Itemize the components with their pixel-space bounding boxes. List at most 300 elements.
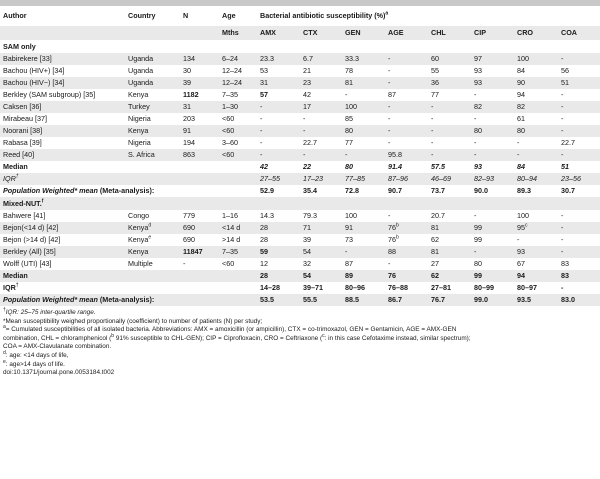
cell-value (471, 246, 514, 258)
cell-n: 863 (180, 149, 219, 161)
cell-text: Babirekere [33] (3, 54, 52, 64)
summary-value: 22 (303, 162, 311, 172)
cell-value (385, 258, 428, 270)
cell-value (471, 65, 514, 77)
footnote-a-line1: $^a$= Cumulated susceptibilities of all isolated bacteria. Abbreviations: AMX = amoxicillin (or ampicillin), CTX = co-trimoxazol, GEN = Gentamicin, AGE = AMX-GEN (3, 324, 457, 334)
summary-label (0, 282, 257, 294)
cell-author (0, 53, 125, 65)
cell-value (514, 113, 558, 125)
summary-value: 93 (474, 162, 482, 172)
summary-value: - (561, 283, 564, 293)
cell-value (342, 113, 385, 125)
cell-value (428, 149, 471, 161)
summary-label (0, 185, 257, 197)
cell-value (257, 246, 300, 258)
cell-n: 31 (180, 101, 219, 113)
cell-text: 80 (517, 126, 525, 136)
cell-text: 93 (474, 78, 482, 88)
cell-value (257, 113, 300, 125)
cell-value (514, 210, 558, 222)
cell-text: 99 (474, 223, 482, 233)
summary-value: 87–96 (385, 173, 428, 185)
cell-text: 76 (388, 235, 396, 245)
cell-text: - (345, 90, 348, 100)
footnote-e: $^e$: age>14 days of life. (3, 358, 65, 368)
cell-author (0, 137, 125, 149)
cell-text: 33.3 (345, 54, 359, 64)
cell-country (125, 137, 180, 149)
cell-value (385, 246, 428, 258)
cell-value (257, 125, 300, 137)
cell-text: - (388, 102, 391, 112)
cell-author (0, 149, 125, 161)
cell-text: 76 (388, 223, 396, 233)
cell-value (385, 125, 428, 137)
cell-text: Wolff (UTI) [43] (3, 259, 52, 269)
cell-value (257, 65, 300, 77)
cell-value (342, 222, 385, 234)
cell-text: Rabasa [39] (3, 138, 42, 148)
cell-value (558, 77, 600, 89)
superscript: e (148, 235, 152, 241)
summary-row (0, 270, 600, 282)
cell-age: <60 (222, 259, 235, 269)
summary-value: 23–56 (558, 173, 600, 185)
header-drug: AMX (257, 26, 300, 40)
cell-text: - (260, 138, 263, 148)
cell-n: 690 (180, 222, 219, 234)
cell-value (514, 258, 558, 270)
cell-text: (Meta-analysis): (97, 295, 155, 305)
cell-n: 39 (180, 77, 219, 89)
cell-text: Berkley (All) [35] (3, 247, 56, 257)
cell-age: 7–35 (219, 246, 257, 258)
summary-value: 94 (514, 270, 558, 282)
cell-text: - (345, 247, 348, 257)
subheader-row (0, 26, 600, 40)
header-mths: Mths (219, 26, 257, 40)
cell-text: Bejon(<14 d) [42] (3, 223, 59, 233)
cell-value (471, 113, 514, 125)
cell-value (257, 137, 300, 149)
cell-value (428, 77, 471, 89)
superscript: f (41, 198, 44, 205)
cell-text: 53 (260, 66, 268, 76)
cell-text: - (388, 66, 391, 76)
cell-value (385, 101, 428, 113)
cell-text: - (561, 102, 564, 112)
cell-text: 84 (517, 66, 525, 76)
cell-text: Kenya (128, 247, 149, 257)
cell-text: - (517, 138, 520, 148)
cell-text: - (561, 211, 564, 221)
summary-value: 54 (300, 270, 342, 282)
cell-age: <60 (222, 114, 235, 124)
summary-value: 89 (342, 270, 385, 282)
cell-text: - (561, 126, 564, 136)
footnote-iqr: †IQR: 25–75 inter-quartile range. (3, 306, 96, 316)
cell-text: Population Weighted* mean (3, 186, 98, 196)
cell-text: - (561, 223, 564, 233)
cell-value (428, 234, 471, 246)
cell-text: Uganda (128, 54, 154, 64)
cell-text: 99 (474, 235, 482, 245)
cell-value (342, 137, 385, 149)
summary-value: 88.5 (342, 294, 385, 306)
summary-row (0, 161, 600, 173)
cell-text: 56 (561, 66, 569, 76)
cell-value (300, 101, 342, 113)
cell-value (342, 258, 385, 270)
summary-value: 77–85 (342, 173, 385, 185)
cell-value (471, 53, 514, 65)
cell-value (471, 101, 514, 113)
cell-text: IQR (3, 283, 16, 293)
summary-value: 93.5 (514, 294, 558, 306)
cell-text: Nigeria (128, 114, 151, 124)
cell-value (428, 89, 471, 101)
cell-value (385, 53, 428, 65)
summary-value: 42 (260, 162, 268, 172)
cell-text: 55 (431, 66, 439, 76)
cell-country (125, 53, 180, 65)
header-drug: CHL (428, 26, 471, 40)
cell-text: 100 (517, 54, 529, 64)
cell-value (385, 210, 428, 222)
cell-text: - (388, 54, 391, 64)
header-susceptibility (257, 6, 600, 26)
cell-text: - (388, 138, 391, 148)
summary-value: 91.4 (388, 162, 402, 172)
table-row (0, 246, 600, 258)
cell-value (471, 258, 514, 270)
cell-value (385, 234, 428, 246)
superscript: b (396, 223, 399, 229)
cell-value (300, 258, 342, 270)
cell-country (125, 210, 180, 222)
cell-text: - (517, 235, 520, 245)
cell-value (300, 89, 342, 101)
cell-text: 32 (303, 259, 311, 269)
cell-value (428, 113, 471, 125)
cell-text: 42 (303, 90, 311, 100)
cell-country (125, 258, 180, 270)
cell-text: 88 (388, 247, 396, 257)
cell-author (0, 113, 125, 125)
cell-text: 95 (517, 223, 525, 233)
cell-text: Nigeria (128, 138, 151, 148)
cell-text: Bacterial antibiotic susceptibility (%) (260, 11, 386, 21)
header-drug: COA (558, 26, 600, 40)
cell-value (471, 234, 514, 246)
cell-text: 82 (474, 102, 482, 112)
cell-text: 85 (345, 114, 353, 124)
cell-value (385, 137, 428, 149)
summary-value: 76 (385, 270, 428, 282)
cell-value (342, 246, 385, 258)
cell-text: 57 (260, 90, 268, 100)
cell-text: - (561, 114, 564, 124)
cell-text: 73 (345, 235, 353, 245)
cell-value (514, 125, 558, 137)
cell-text: 51 (561, 78, 569, 88)
footnote-d: $^d$: age: <14 days of life, (3, 349, 69, 359)
summary-value: 83.0 (558, 294, 600, 306)
cell-value (300, 53, 342, 65)
cell-value (514, 234, 558, 246)
cell-text: Caksen [36] (3, 102, 42, 112)
header-n: N (183, 11, 189, 21)
cell-age: 1–16 (222, 211, 238, 221)
cell-text: Uganda (128, 78, 154, 88)
summary-value: 53.5 (257, 294, 300, 306)
cell-value (300, 137, 342, 149)
cell-n: 779 (183, 211, 195, 221)
cell-text: 59 (260, 247, 268, 257)
cell-n: - (183, 259, 186, 269)
cell-value (385, 113, 428, 125)
cell-value (558, 53, 600, 65)
table-row (0, 210, 600, 222)
summary-value: 28 (257, 270, 300, 282)
cell-value (471, 137, 514, 149)
cell-value (558, 89, 600, 101)
cell-text: - (517, 150, 520, 160)
cell-country (125, 101, 180, 113)
section-title (0, 197, 600, 210)
cell-text: Uganda (128, 66, 154, 76)
cell-value (558, 210, 600, 222)
cell-text: 22.7 (561, 138, 575, 148)
cell-author (0, 210, 125, 222)
cell-value (385, 222, 428, 234)
superscript: † (15, 174, 19, 180)
cell-text: 95.8 (388, 150, 402, 160)
cell-text: (Meta-analysis): (97, 186, 155, 196)
cell-value (342, 77, 385, 89)
header-author: Author (3, 11, 27, 21)
section-title (0, 40, 600, 53)
header-empty (0, 26, 125, 40)
cell-text: 80 (474, 126, 482, 136)
cell-n: 194 (183, 138, 195, 148)
cell-age: 1–30 (219, 101, 257, 113)
summary-value: 27–81 (431, 283, 451, 293)
summary-value: 72.8 (345, 186, 359, 196)
cell-text: Noorani [38] (3, 126, 43, 136)
cell-text: - (431, 138, 434, 148)
summary-value: 80–94 (514, 173, 558, 185)
cell-value (300, 77, 342, 89)
cell-value (300, 222, 342, 234)
summary-value: 83 (558, 270, 600, 282)
cell-age: 6–24 (219, 53, 257, 65)
cell-text: 100 (517, 211, 529, 221)
cell-value (514, 246, 558, 258)
summary-label (0, 294, 257, 306)
cell-country (125, 125, 180, 137)
cell-text: 17 (303, 102, 311, 112)
cell-text: - (388, 211, 391, 221)
cell-text: Median (3, 271, 28, 281)
cell-value (342, 234, 385, 246)
cell-text: 14.3 (260, 211, 274, 221)
table-row (0, 222, 600, 234)
cell-value (342, 101, 385, 113)
cell-text: Congo (128, 211, 150, 221)
cell-text: 60 (431, 54, 439, 64)
cell-country (125, 149, 180, 161)
summary-value: 52.9 (260, 186, 274, 196)
cell-value (514, 65, 558, 77)
cell-text: 28 (260, 223, 268, 233)
cell-value (428, 246, 471, 258)
cell-text: - (474, 211, 477, 221)
cell-text: - (431, 114, 434, 124)
cell-value (385, 89, 428, 101)
cell-text: 94 (517, 90, 525, 100)
cell-value (300, 234, 342, 246)
header-drug: CIP (471, 26, 514, 40)
cell-value (385, 65, 428, 77)
summary-value: 90.7 (388, 186, 402, 196)
cell-text: 77 (345, 138, 353, 148)
cell-text: - (431, 102, 434, 112)
cell-text: 87 (388, 90, 396, 100)
cell-text: - (260, 102, 263, 112)
summary-value: 86.7 (385, 294, 428, 306)
cell-value (342, 125, 385, 137)
summary-value: 73.7 (431, 186, 445, 196)
summary-value: 80–99 (474, 283, 494, 293)
cell-value (514, 149, 558, 161)
cell-value (300, 210, 342, 222)
cell-text: Bejon (>14 d) [42] (3, 235, 61, 245)
cell-value (300, 113, 342, 125)
cell-author (0, 246, 125, 258)
cell-value (342, 210, 385, 222)
summary-value: 51 (561, 162, 569, 172)
cell-value (558, 258, 600, 270)
cell-text: - (303, 150, 306, 160)
header-drug: GEN (342, 26, 385, 40)
cell-country (125, 222, 180, 234)
cell-text: Median (3, 162, 28, 172)
cell-n: 11847 (180, 246, 219, 258)
cell-value (471, 210, 514, 222)
summary-label (0, 270, 257, 282)
cell-text: 93 (517, 247, 525, 257)
cell-text: 87 (345, 259, 353, 269)
cell-text: Reed [40] (3, 150, 35, 160)
header-empty (180, 26, 219, 40)
cell-text: Kenya (128, 235, 149, 245)
cell-author (0, 101, 125, 113)
cell-value (257, 222, 300, 234)
cell-text: 90 (517, 78, 525, 88)
cell-text: - (474, 150, 477, 160)
cell-text: Bahwere [41] (3, 211, 46, 221)
summary-value: 90.0 (474, 186, 488, 196)
footnote-a-line3: COA = AMX-Clavulanate combination. (3, 343, 112, 351)
summary-value: 46–69 (428, 173, 471, 185)
cell-value (514, 53, 558, 65)
table-row (0, 77, 600, 89)
summary-value: 80 (345, 162, 353, 172)
cell-text: 81 (431, 247, 439, 257)
table-footnotes (0, 306, 600, 378)
summary-value: 39–71 (303, 283, 323, 293)
cell-age: 12–24 (222, 66, 242, 76)
cell-n: 91 (180, 125, 219, 137)
cell-value (558, 149, 600, 161)
cell-text: 36 (431, 78, 439, 88)
header-drug: AGE (385, 26, 428, 40)
cell-value (558, 222, 600, 234)
table-row (0, 258, 600, 270)
cell-text: Kenya (128, 90, 149, 100)
cell-author (0, 77, 125, 89)
summary-value: 76–88 (388, 283, 408, 293)
cell-value (428, 258, 471, 270)
cell-value (257, 77, 300, 89)
cell-value (257, 258, 300, 270)
summary-value: 14–28 (260, 283, 280, 293)
cell-text: - (345, 150, 348, 160)
table-row (0, 53, 600, 65)
cell-text: 83 (561, 259, 569, 269)
cell-value (428, 53, 471, 65)
cell-value (558, 125, 600, 137)
summary-value: 80–97 (517, 283, 537, 293)
summary-value: 35.4 (303, 186, 317, 196)
header-drug: CTX (300, 26, 342, 40)
cell-n: 203 (183, 114, 195, 124)
cell-text: - (303, 114, 306, 124)
superscript: c (525, 223, 528, 229)
cell-age: 3–60 (222, 138, 238, 148)
cell-text: 81 (345, 78, 353, 88)
cell-text: - (474, 114, 477, 124)
cell-text: 77 (431, 90, 439, 100)
susceptibility-table (0, 6, 600, 306)
cell-n: 134 (180, 53, 219, 65)
cell-value (428, 101, 471, 113)
cell-value (514, 137, 558, 149)
cell-text: S. Africa (128, 150, 155, 160)
cell-value (257, 210, 300, 222)
cell-value (300, 149, 342, 161)
cell-text: 22.7 (303, 138, 317, 148)
cell-author (0, 222, 125, 234)
cell-text: Mixed-NUT. (3, 198, 42, 208)
cell-text: - (303, 126, 306, 136)
cell-text: 28 (260, 235, 268, 245)
table-row (0, 113, 600, 125)
cell-text: Kenya (128, 126, 149, 136)
cell-author (0, 258, 125, 270)
summary-value: 62 (428, 270, 471, 282)
cell-text: 12 (260, 259, 268, 269)
cell-value (471, 222, 514, 234)
cell-text: - (474, 138, 477, 148)
cell-author (0, 65, 125, 77)
cell-age: 7–35 (222, 90, 238, 100)
cell-n: 1182 (183, 90, 199, 100)
table-row (0, 125, 600, 137)
cell-text: 78 (345, 66, 353, 76)
cell-text: 23 (303, 78, 311, 88)
